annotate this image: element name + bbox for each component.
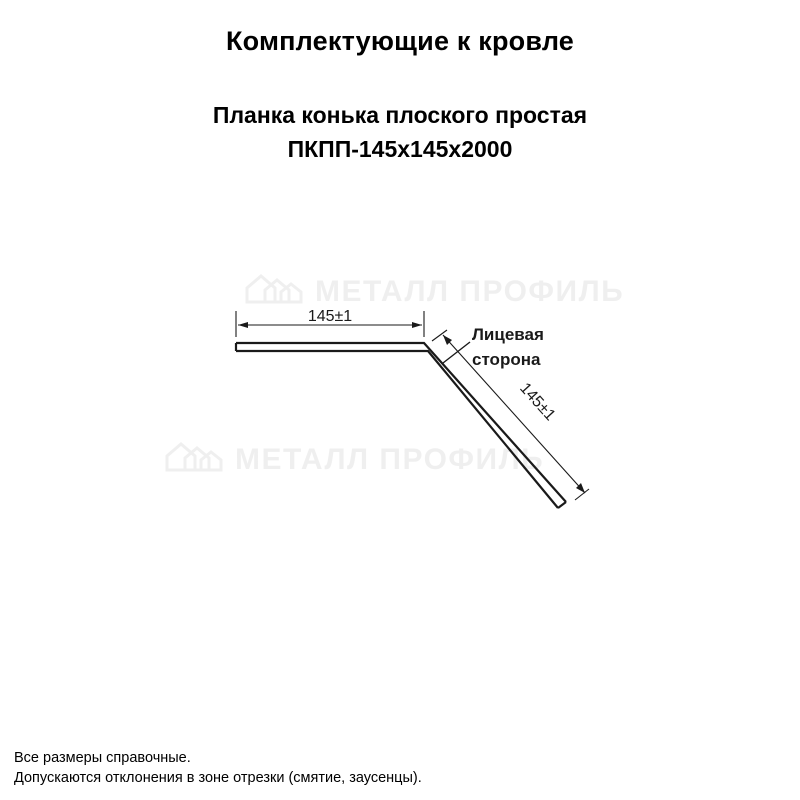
footer-note-2: Допускаются отклонения в зоне отрезки (смятие, заусенцы). <box>14 770 422 786</box>
product-title-block <box>0 100 800 164</box>
footer-notes <box>14 748 422 788</box>
page-title: Комплектующие к кровле <box>225 26 575 56</box>
footer-note-1: Все размеры справочные. <box>14 750 191 766</box>
face-label-line2: сторона <box>472 350 541 369</box>
drawing-canvas <box>0 215 800 565</box>
technical-drawing <box>0 215 800 565</box>
watermark-text: МЕТАЛЛ ПРОФИЛЬ <box>315 275 625 308</box>
product-code: ПКПП-145х145х2000 <box>287 136 513 162</box>
face-label-line1: Лицевая <box>472 325 544 344</box>
watermark-text: МЕТАЛЛ ПРОФИЛЬ <box>235 443 545 476</box>
product-title: Планка конька плоского простая <box>212 102 588 128</box>
dimension-top-label: 145±1 <box>307 308 353 325</box>
dimension-diagonal-label: 145±1 <box>516 379 559 425</box>
page-title-block <box>0 24 800 58</box>
